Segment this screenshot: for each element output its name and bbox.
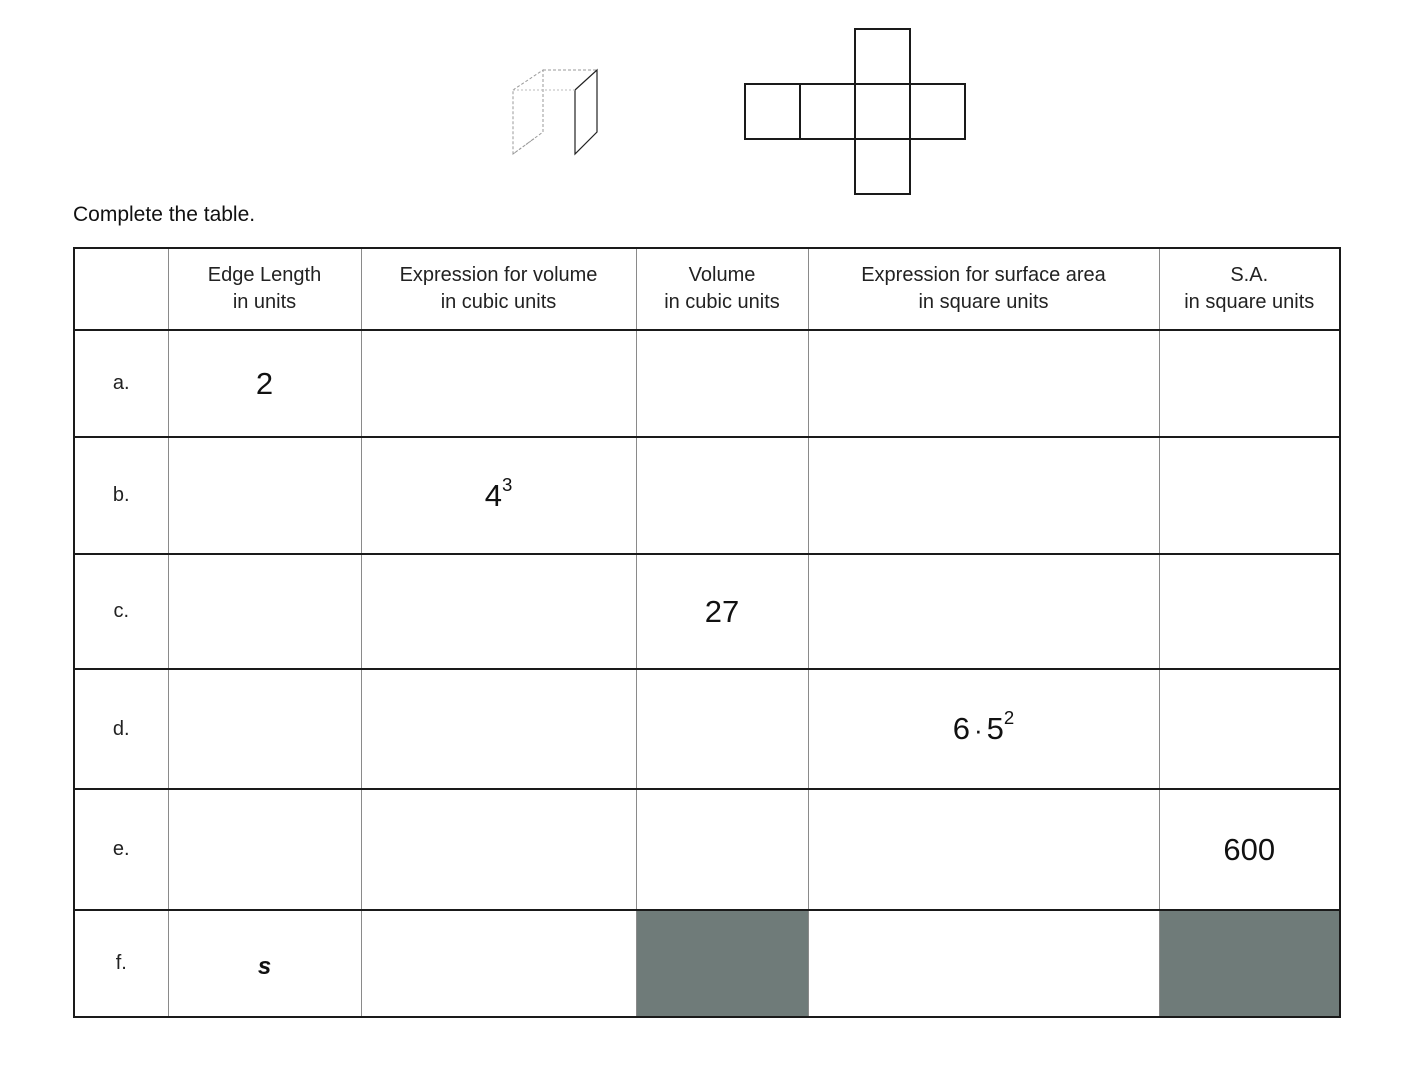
header-surface-area-expression xyxy=(808,248,1159,330)
multiplication-dot: · xyxy=(973,715,983,745)
net-face-bottom xyxy=(855,139,910,194)
table-row-c xyxy=(74,554,1340,669)
cell-edge-length[interactable]: 2 xyxy=(168,330,361,437)
cell-surface-area-expression[interactable] xyxy=(808,437,1159,554)
net-face-center xyxy=(855,84,910,139)
net-face-top xyxy=(855,29,910,84)
cell-surface-area[interactable] xyxy=(1159,669,1340,789)
cell-surface-area[interactable] xyxy=(1159,330,1340,437)
row-label: b. xyxy=(74,437,168,554)
table-row-f xyxy=(74,910,1340,1017)
header-line: in cubic units xyxy=(440,291,557,313)
expression-coefficient: 6 xyxy=(952,711,970,746)
header-line: in cubic units xyxy=(664,291,780,313)
cell-volume[interactable]: 27 xyxy=(636,554,808,669)
net-face-left xyxy=(745,84,800,139)
header-row-label xyxy=(74,248,168,330)
instruction-text: Complete the table. xyxy=(73,203,256,226)
cell-volume[interactable] xyxy=(636,789,808,910)
table-row-d xyxy=(74,669,1340,789)
cell-surface-area-shaded xyxy=(1159,910,1340,1017)
table-row-b xyxy=(74,437,1340,554)
net-face-left-center xyxy=(800,84,855,139)
row-label: f. xyxy=(74,910,168,1017)
table-row-a xyxy=(74,330,1340,437)
expression-exponent: 3 xyxy=(501,473,513,495)
row-label: d. xyxy=(74,669,168,789)
header-line: Edge Length xyxy=(207,264,322,286)
cell-surface-area-expression[interactable] xyxy=(808,789,1159,910)
cell-volume-expression[interactable] xyxy=(361,437,636,554)
cell-volume[interactable] xyxy=(636,437,808,554)
header-line: in units xyxy=(232,291,297,313)
row-label: a. xyxy=(74,330,168,437)
header-line: in square units xyxy=(918,291,1049,313)
cell-edge-length[interactable] xyxy=(168,437,361,554)
cell-volume[interactable] xyxy=(636,669,808,789)
header-line: Expression for surface area xyxy=(861,264,1106,286)
cube-left-face xyxy=(513,70,543,154)
header-volume-expression xyxy=(361,248,636,330)
expression-exponent: 2 xyxy=(1003,707,1015,728)
header-edge-length xyxy=(168,248,361,330)
cell-volume[interactable] xyxy=(636,330,808,437)
cube-table-container xyxy=(73,247,1339,1018)
cell-volume-expression[interactable] xyxy=(361,554,636,669)
header-line: S.A. xyxy=(1230,264,1269,286)
cell-surface-area[interactable]: 600 xyxy=(1159,789,1340,910)
cube-figure xyxy=(505,62,605,162)
header-surface-area xyxy=(1159,248,1340,330)
cell-surface-area-expression[interactable] xyxy=(808,669,1159,789)
cell-edge-length[interactable] xyxy=(168,669,361,789)
cell-surface-area-expression[interactable] xyxy=(808,910,1159,1017)
cell-volume-shaded xyxy=(636,910,808,1017)
cube-table xyxy=(73,247,1341,1018)
row-label: c. xyxy=(74,554,168,669)
cell-edge-length[interactable] xyxy=(168,554,361,669)
header-line: Expression for volume xyxy=(399,264,598,286)
cell-edge-length[interactable] xyxy=(168,789,361,910)
cube-right-face xyxy=(575,70,597,154)
expression-base: 4 xyxy=(484,477,502,513)
variable-s: s xyxy=(257,952,272,980)
cell-surface-area-expression[interactable] xyxy=(808,330,1159,437)
expression-base: 5 xyxy=(986,711,1004,746)
cell-volume-expression[interactable] xyxy=(361,789,636,910)
header-volume xyxy=(636,248,808,330)
row-label: e. xyxy=(74,789,168,910)
header-line: Volume xyxy=(688,264,756,286)
cell-volume-expression[interactable] xyxy=(361,669,636,789)
cell-edge-length[interactable] xyxy=(168,910,361,1017)
table-header-row xyxy=(74,248,1340,330)
cell-volume-expression[interactable] xyxy=(361,910,636,1017)
net-face-right xyxy=(910,84,965,139)
cell-surface-area-expression[interactable] xyxy=(808,554,1159,669)
cell-surface-area[interactable] xyxy=(1159,554,1340,669)
cube-net-figure xyxy=(742,26,970,198)
table-row-e xyxy=(74,789,1340,910)
cell-surface-area[interactable] xyxy=(1159,437,1340,554)
header-line: in square units xyxy=(1184,291,1315,313)
cell-volume-expression[interactable] xyxy=(361,330,636,437)
